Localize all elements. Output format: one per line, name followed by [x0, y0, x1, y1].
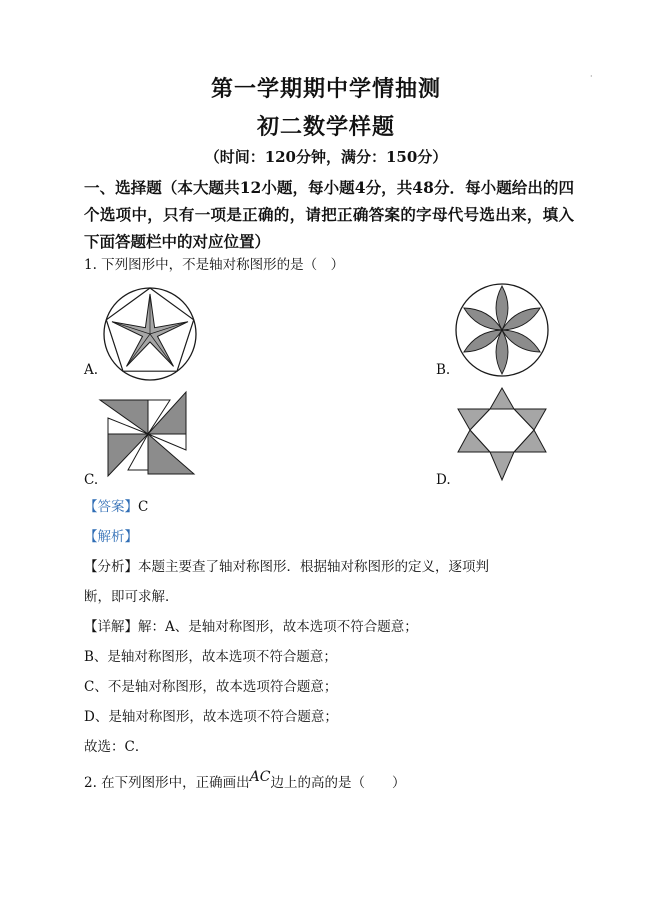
- option-c-label: C.: [84, 472, 99, 488]
- question-1-stem: 1. 下列图形中，不是轴对称图形的是（ ）: [84, 257, 345, 273]
- exam-meta: （时间：120分钟，满分：150分）: [204, 148, 448, 166]
- detail-line-b: B、是轴对称图形，故本选项不符合题意；: [84, 649, 337, 665]
- question-2-stem: [84, 768, 574, 798]
- question-2-math-ac: AC: [249, 769, 271, 785]
- answer-line: [84, 492, 574, 522]
- detail-line: [84, 612, 574, 642]
- corner-mark: ·: [590, 72, 593, 81]
- option-d-label: D.: [436, 472, 451, 488]
- option-b-label: B.: [436, 362, 451, 378]
- option-b-figure: [452, 280, 552, 380]
- final-choice: 故选：C．: [84, 739, 149, 755]
- detail-line-c: C、不是轴对称图形，故本选项符合题意；: [84, 679, 338, 695]
- analysis-tag: 【解析】: [84, 529, 138, 545]
- option-c-figure: [98, 390, 198, 478]
- answer-value: C: [138, 499, 149, 515]
- answer-tag: 【答案】: [84, 499, 138, 515]
- option-a-label: A.: [84, 362, 99, 378]
- exam-title: 第一学期期中学情抽测: [210, 76, 441, 102]
- detail-line-d: D、是轴对称图形，故本选项不符合题意；: [84, 709, 338, 725]
- analysis-line-1: [84, 552, 574, 582]
- analysis-title: 【分析】: [84, 559, 138, 575]
- question-2-text-after: 边上的高的是（ ）: [270, 775, 406, 791]
- analysis-text-1: 本题主要查了轴对称图形．根据轴对称图形的定义，逐项判: [138, 559, 489, 575]
- option-a-figure: [100, 284, 200, 384]
- detail-title: 【详解】: [84, 619, 138, 635]
- question-2-text-before: 2. 在下列图形中，正确画出: [84, 775, 250, 791]
- section-heading: 一、选择题（本大题共12小题，每小题4分，共48分．每小题给出的四个选项中，只有一项是正确的，请把正确答案的字母代号选出来，填入下面答题栏中的对应位置）: [84, 178, 574, 251]
- exam-subtitle: 初二数学样题: [256, 114, 395, 140]
- analysis-line-2: 断，即可求解．: [84, 589, 179, 605]
- detail-text: 解：A、是轴对称图形，故本选项不符合题意；: [138, 619, 418, 635]
- option-d-figure: [454, 384, 550, 484]
